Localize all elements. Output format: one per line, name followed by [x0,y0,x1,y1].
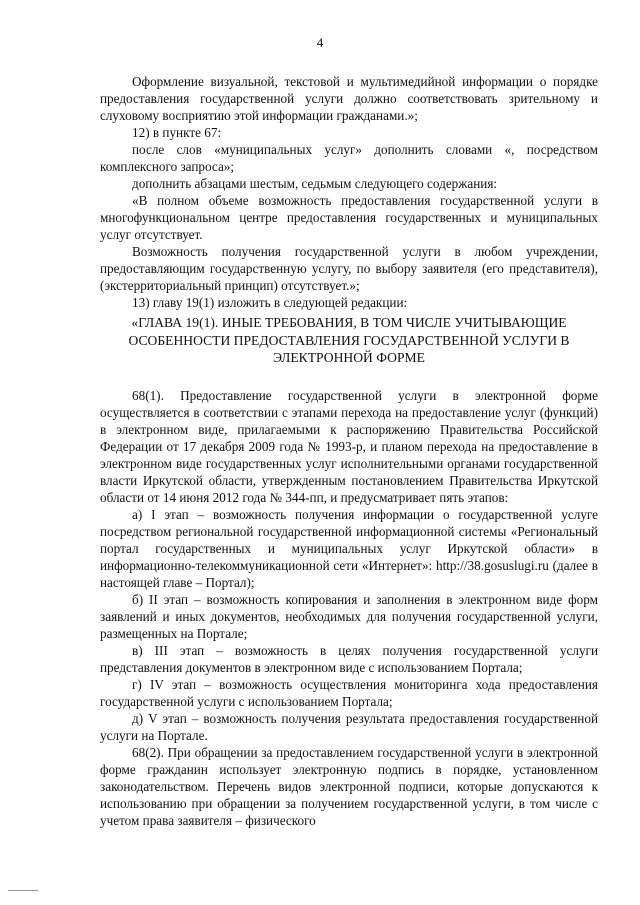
paragraph: Возможность получения государственной услуги в любом учреждении, предоставляющим государственную услугу, по выбору заявителя (его представителя), (экстерриториальный принцип) отсутствует.»; [100,244,598,293]
paragraph: 68(2). При обращении за предоставлением государственной услуги в электронной форме гражданин использует электронную подпись в порядке, установленном законодательством. Перечень видов электронной подписи, которые допускаются к использованию при обращении за получением государственной услуги, в том числе с учетом права заявителя – физического [100,744,598,828]
footer-rule [8,890,38,891]
paragraph: 12) в пункте 67: [132,125,222,140]
paragraph: г) IV этап – возможность осуществления мониторинга хода предоставления государственной услуги с использованием Портала; [100,676,598,709]
paragraph: 68(1). Предоставление государственной услуги в электронной форме осуществляется в соответствии с этапами перехода на предоставление услуг (функций) в электронном виде, прилагаемыми к распоряжению Правительства Российской Федерации от 17 декабря 2009 года № 1993-р, и планом перехода на предоставление в электронном виде государственных услуг исполнительными органами государственной власти Иркутской области, утвержденным постановлением Правительства Иркутской области от 14 июня 2012 года № 344-пп, и предусматривает пять этапов: [100,387,598,505]
heading-spacer [100,367,598,387]
paragraph: б) II этап – возможность копирования и заполнения в электронном виде форм заявлений и иных документов, необходимых для получения государственной услуги, размещенных на Портале; [100,591,598,641]
body-text [100,73,598,829]
page-number: 4 [316,35,324,50]
paragraph: в) III этап – возможность в целях получения государственной услуги представления документов в электронном виде с использованием Портала; [100,642,598,675]
paragraph: д) V этап – возможность получения результата предоставления государственной услуги на Портале. [100,710,598,743]
paragraph: дополнить абзацами шестым, седьмым следующего содержания: [132,176,498,191]
chapter-heading: «ГЛАВА 19(1). ИНЫЕ ТРЕБОВАНИЯ, В ТОМ ЧИСЛЕ УЧИТЫВАЮЩИЕ ОСОБЕННОСТИ ПРЕДОСТАВЛЕНИЯ ГОСУДАРСТВЕННОЙ УСЛУГИ В ЭЛЕКТРОННОЙ ФОРМЕ [128,315,570,365]
paragraph: 13) главу 19(1) изложить в следующей редакции: [132,295,408,310]
paragraph: после слов «муниципальных услуг» дополнить словами «, посредством комплексного запроса»; [100,142,598,174]
paragraph: а) I этап – возможность получения информации о государственной услуге посредством региональной государственной информационной системы «Региональный портал государственных и муниципальных услуг Иркутской области» в информационно-телекоммуникационной сети «Интернет»: http://38.gosuslugi.ru (далее в настоящей главе – Портал); [100,506,598,590]
paragraph: Оформление визуальной, текстовой и мультимедийной информации о порядке предоставления государственной услуги должно соответствовать зрительному и слуховому восприятию этой информации гражданами.»; [100,74,598,123]
paragraph: «В полном объеме возможность предоставления государственной услуги в многофункциональном центре предоставления государственных и муниципальных услуг отсутствует. [100,193,598,242]
